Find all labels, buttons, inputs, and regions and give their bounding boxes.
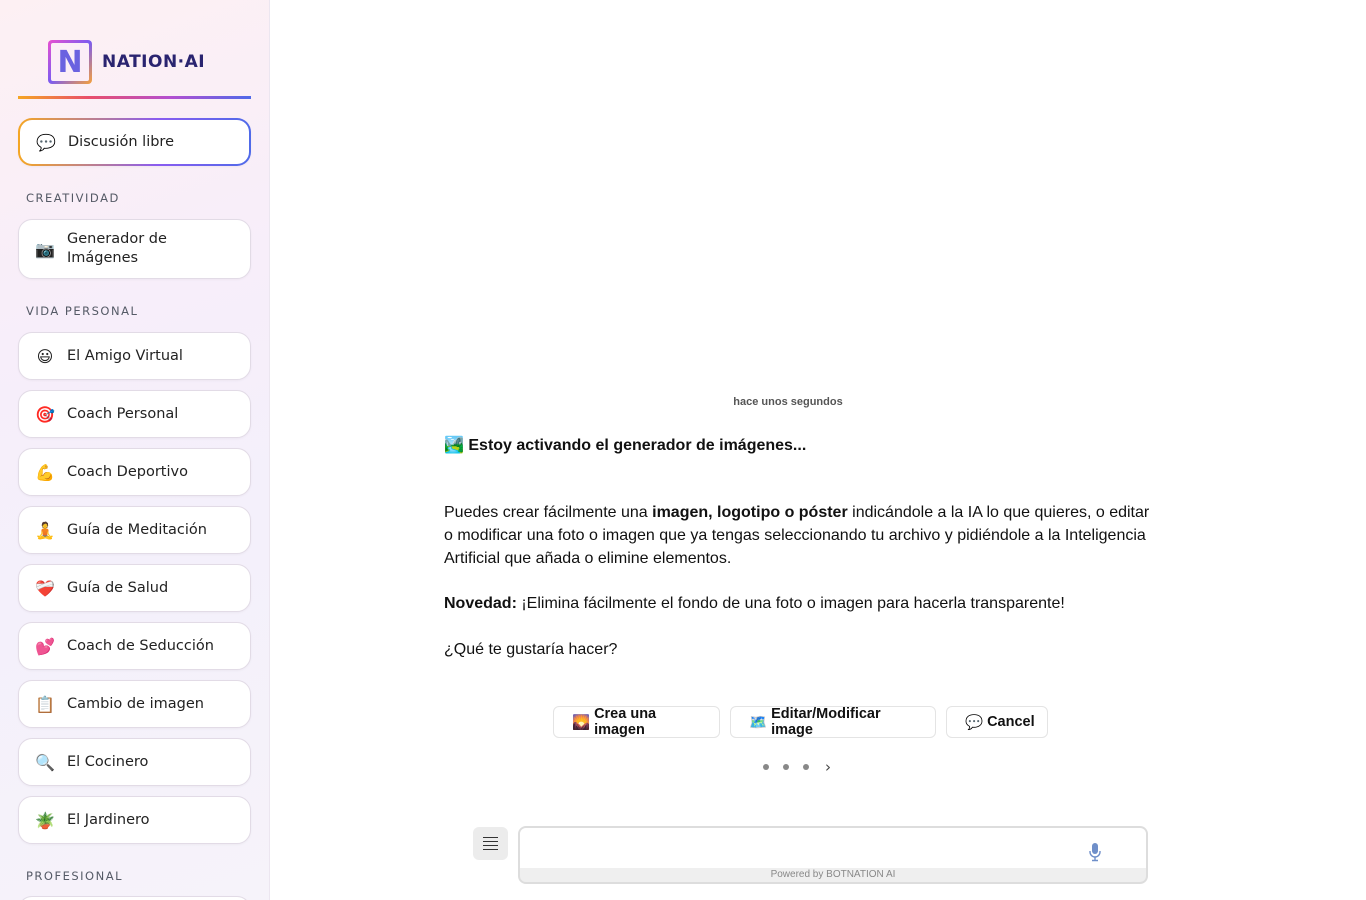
message-paragraph-2: Novedad: ¡Elimina fácilmente el fondo de una foto o imagen para hacerla transparente! — [444, 595, 1065, 612]
potted-plant-icon: 🪴 — [35, 810, 55, 830]
quick-reply-cancel[interactable]: 💬 Cancel — [946, 706, 1048, 738]
sidebar-item-label: Cambio de imagen — [67, 696, 204, 712]
sidebar-item-label: El Amigo Virtual — [67, 348, 183, 364]
section-label-profesional: PROFESIONAL — [26, 869, 123, 883]
powered-by-label: Powered by BOTNATION AI — [770, 869, 896, 880]
speech-bubble-icon: 💬 — [36, 132, 56, 152]
hamburger-menu-icon — [483, 834, 498, 853]
sidebar-item-coach-seduccion[interactable] — [18, 622, 251, 670]
message-input[interactable] — [520, 828, 1146, 868]
sidebar-item-label: Coach de Seducción — [67, 638, 214, 654]
sidebar-item-label: Coach Personal — [67, 406, 179, 422]
quick-reply-editar-imagen[interactable]: 🗺️ Editar/Modificar image — [730, 706, 936, 738]
message-heading: 🏞️ Estoy activando el generador de imágenes... — [444, 437, 807, 454]
sidebar-item-guia-salud[interactable] — [18, 564, 251, 612]
sidebar-item-coach-deportivo[interactable] — [18, 448, 251, 496]
sidebar — [0, 0, 270, 900]
composer — [518, 826, 1148, 884]
sunrise-picture-icon: 🌄 — [572, 714, 591, 731]
brand-logo[interactable] — [48, 40, 205, 84]
sidebar-item-label: Generador de Imágenes — [67, 231, 167, 266]
sidebar-item-cambio-imagen[interactable] — [18, 680, 251, 728]
clipboard-icon: 📋 — [35, 694, 55, 714]
quick-reply-crea-imagen[interactable]: 🌄 Crea una imagen — [553, 706, 720, 738]
sidebar-item-label: Guía de Meditación — [67, 522, 207, 538]
sidebar-item-guia-meditacion[interactable] — [18, 506, 251, 554]
microphone-icon[interactable] — [1088, 842, 1102, 867]
section-label-vida-personal: VIDA PERSONAL — [26, 304, 139, 318]
carousel-dot[interactable] — [763, 764, 769, 770]
magnifier-icon: 🔍 — [35, 752, 55, 772]
sidebar-item-free-chat[interactable] — [18, 118, 251, 166]
sidebar-item-label: Guía de Salud — [67, 580, 169, 596]
sidebar-item-image-generator[interactable] — [18, 219, 251, 279]
message-paragraph-3: ¿Qué te gustaría hacer? — [444, 641, 618, 658]
section-label-creatividad: CREATIVIDAD — [26, 191, 120, 205]
menu-button[interactable] — [473, 827, 508, 860]
chevron-right-icon[interactable]: › — [825, 758, 831, 776]
sidebar-item-amigo-virtual[interactable] — [18, 332, 251, 380]
map-icon: 🗺️ — [749, 714, 768, 731]
sidebar-item-label: Discusión libre — [68, 134, 174, 150]
sidebar-item-label: Coach Deportivo — [67, 464, 188, 480]
sidebar-item-label: El Jardinero — [67, 812, 150, 828]
meditation-icon: 🧘 — [35, 520, 55, 540]
sidebar-item-partial[interactable] — [18, 896, 251, 900]
flexed-biceps-icon: 💪 — [35, 462, 55, 482]
carousel-dot[interactable] — [783, 764, 789, 770]
sidebar-item-jardinero[interactable] — [18, 796, 251, 844]
landscape-icon: 🏞️ — [444, 437, 464, 454]
two-hearts-icon: 💕 — [35, 636, 55, 656]
target-icon: 🎯 — [35, 404, 55, 424]
brand-name: NATION·AI — [102, 52, 206, 72]
sidebar-item-label: El Cocinero — [67, 754, 149, 770]
message-timestamp: hace unos segundos — [733, 396, 843, 408]
sidebar-item-cocinero[interactable] — [18, 738, 251, 786]
logo-divider — [18, 96, 251, 99]
carousel-dot[interactable] — [803, 764, 809, 770]
camera-icon: 📷 — [35, 239, 55, 259]
message-paragraph-1: Puedes crear fácilmente una imagen, logotipo o póster indicándole a la IA lo que quieres, o editar o modificar una foto o imagen que ya tengas seleccionando tu archivo y pidiéndole a la Inteligencia Artificial que añada o elimine elementos. — [444, 504, 1150, 567]
mending-heart-icon: ❤️‍🩹 — [35, 578, 55, 598]
carousel-pagination — [763, 758, 831, 776]
speech-bubble-icon: 💬 — [965, 714, 984, 731]
logo-mark-icon: N — [48, 40, 92, 84]
smiley-icon: 😃 — [36, 346, 54, 366]
